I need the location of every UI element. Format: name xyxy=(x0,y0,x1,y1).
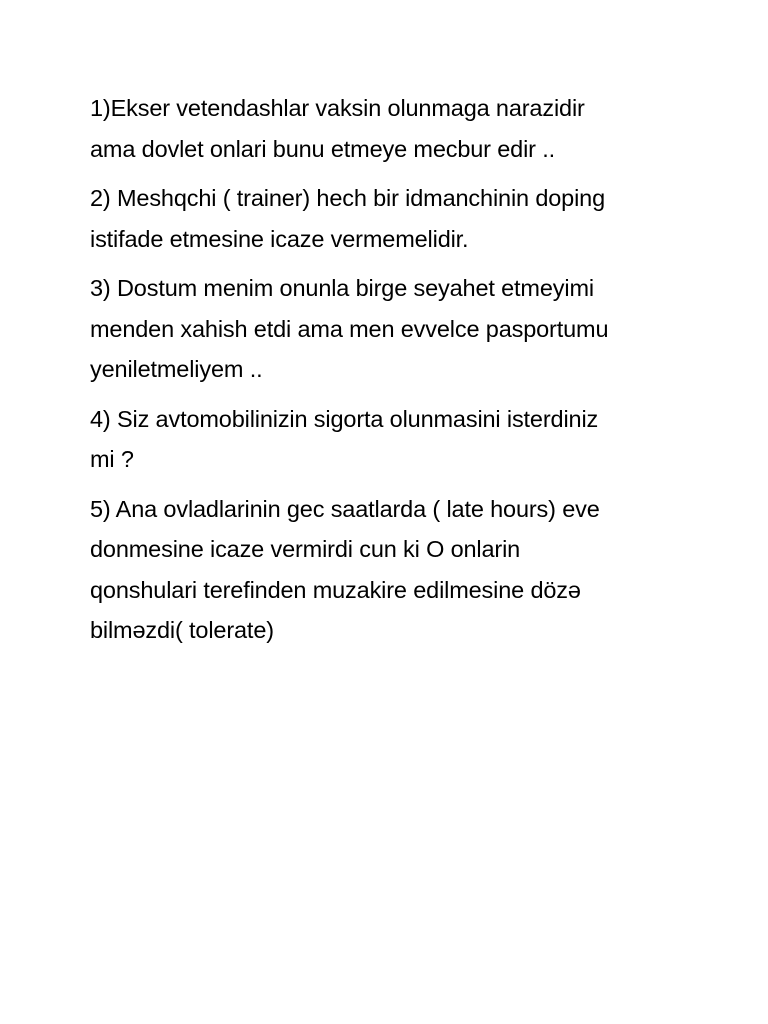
sentence-3 xyxy=(90,268,730,390)
sentence-4 xyxy=(90,399,730,480)
text-line: 5) Ana ovladlarinin gec saatlarda ( late hours) eve xyxy=(90,495,600,522)
text-line: istifade etmesine icaze vermemelidir. xyxy=(90,225,469,252)
sentence-1 xyxy=(90,88,730,169)
text-line: 1)Ekser vetendashlar vaksin olunmaga narazidir xyxy=(90,95,585,121)
sentence-2 xyxy=(90,178,730,259)
text-line: yeniletmeliyem .. xyxy=(90,356,263,382)
text-line: donmesine icaze vermirdi cun ki O onlarin xyxy=(90,536,521,562)
text-line: mi ? xyxy=(90,446,134,472)
text-line: qonshulari terefinden muzakire edilmesine dözə xyxy=(90,576,581,603)
sentence-5 xyxy=(90,489,730,651)
text-line: 4) Siz avtomobilinizin sigorta olunmasini isterdiniz xyxy=(90,405,599,432)
text-line: bilməzdi( tolerate) xyxy=(90,617,274,643)
document-page xyxy=(90,88,730,660)
text-line: ama dovlet onlari bunu etmeye mecbur edir .. xyxy=(90,135,555,162)
text-line: menden xahish etdi ama men evvelce pasportumu xyxy=(90,315,609,342)
text-line: 3) Dostum menim onunla birge seyahet etmeyimi xyxy=(90,275,594,301)
text-line: 2) Meshqchi ( trainer) hech bir idmanchinin doping xyxy=(90,185,605,211)
